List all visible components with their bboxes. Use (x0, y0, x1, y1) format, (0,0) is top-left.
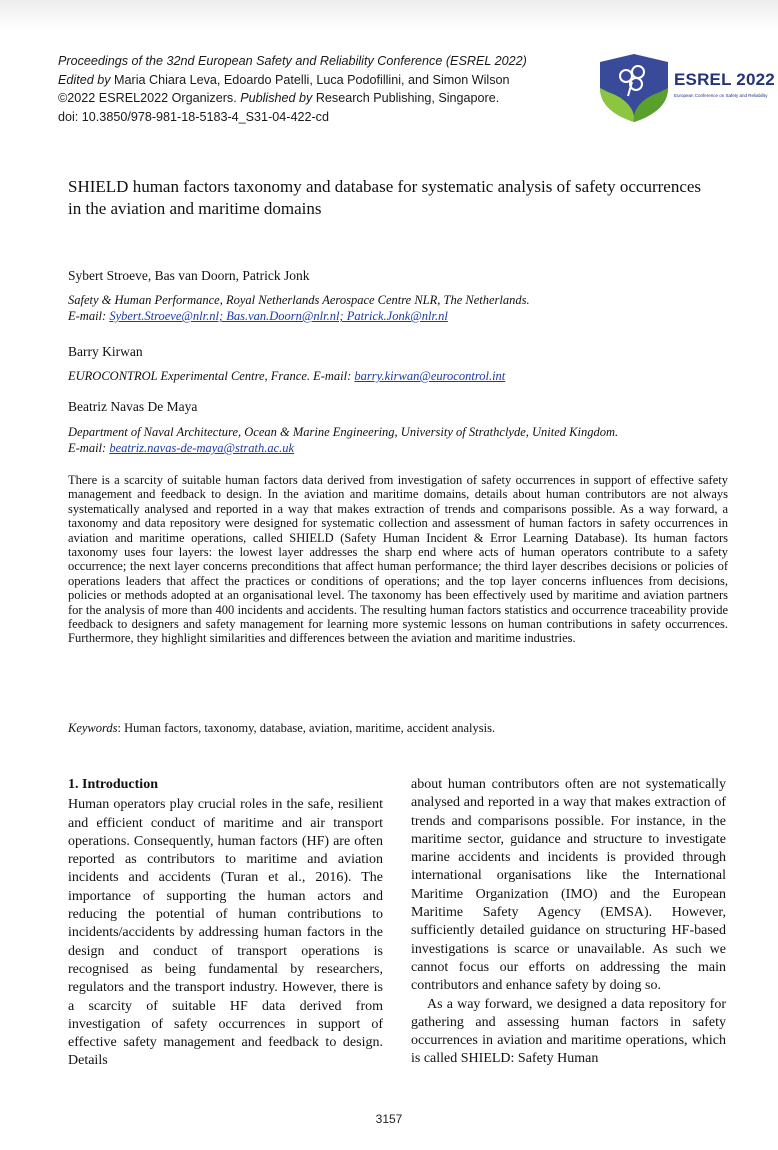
intro-paragraph-right-2: As a way forward, we designed a data repository for gathering and assessing human factors in safety occurrences in aviation and maritime operations, which is called SHIELD: Safety Human (411, 996, 726, 1067)
intro-paragraph-right-1: about human contributors often are not systematically analysed and reported in a way that makes extraction of trends and comparisons possible. For instance, in the maritime sector, guidance and structure to investigate marine accidents and incidents is provided through international organisations like the International Maritime Organization (IMO) and the European Maritime Safety Agency (EMSA). However, sufficiently detailed guidance on structuring HF-based investigations is scarce or unavailable. As such we cannot focus our efforts on addressing the main contributors and enhance safety by doing so. (411, 777, 726, 994)
copyright-line: ©2022 ESREL2022 Organizers. Published by Research Publishing, Singapore. (58, 91, 500, 105)
affiliation-2: EUROCONTROL Experimental Centre, France. E-mail: barry.kirwan@eurocontrol.int (68, 369, 506, 383)
proceedings-title: Proceedings of the 32nd European Safety and Reliability Conference (ESREL 2022) (58, 54, 527, 68)
paper-title: SHIELD human factors taxonomy and database for systematic analysis of safety occurrences in the aviation and maritime domains (68, 177, 702, 218)
logo-subtitle: European Conference on Safety and Reliability (674, 93, 768, 98)
intro-paragraph-left: Human operators play crucial roles in the safe, resilient and efficient conduct of maritime and air transport operations. Consequently, human factors (HF) are often reported as contributors to maritime and aviation incidents and accidents (Turan et al., 2016). The importance of supporting the human actors and reducing the potential of human contributions to incidents/accidents by addressing human factors in the design and conduct of transport operations is recognised as being fundamental by researchers, regulators and the transport industry. However, there is a scarcity of suitable HF data derived from investigation of safety occurrences in support of effective safety management and feedback to design. Details (68, 797, 383, 1069)
email-link-2[interactable]: barry.kirwan@eurocontrol.int (354, 369, 506, 383)
left-column (68, 776, 383, 1071)
top-shade (0, 0, 778, 30)
email-link-3[interactable]: beatriz.navas-de-maya@strath.ac.uk (109, 441, 295, 455)
author-group-3: Beatriz Navas De Maya (68, 399, 198, 414)
esrel-logo (596, 52, 778, 124)
email-link-1[interactable]: Sybert.Stroeve@nlr.nl; Bas.van.Doorn@nlr.nl; Patrick.Jonk@nlr.nl (109, 309, 448, 323)
doi-line: doi: 10.3850/978-981-18-5183-4_S31-04-422-cd (58, 109, 329, 124)
shield-logo-icon (596, 52, 672, 124)
author-group-1: Sybert Stroeve, Bas van Doorn, Patrick Jonk (68, 268, 310, 283)
abstract: There is a scarcity of suitable human factors data derived from investigation of safety occurrences in support of effective safety management and feedback to design. In the aviation and maritime domains, details about human contributors are not always systematically analysed and reported in a way that makes extraction of trends and comparisons possible. As a way forward, a taxonomy and data repository were designed for systematic collection and assessment of human factors in safety occurrences in aviation and maritime operations, called SHIELD (Safety Human Incident & Error Learning Database). Its human factors taxonomy uses four layers: the lowest layer addresses the sharp end where acts of human operators contribute to a safety occurrence; the next layer concerns preconditions that affect human performance; the third layer describes decisions or policies of operations leaders that affect the practices or conditions of operations; and the top layer concerns influences from decisions, policies or methods adopted at an organisational level. The taxonomy has been effectively used by maritime and aviation partners for the analysis of more than 400 incidents and accidents. The resulting human factors statistics and occurrence traceability provide feedback to designers and safety management for learning more systemic lessons on human contributions in safety occurrences. Furthermore, they highlight similarities and differences between the aviation and maritime industries. (68, 473, 728, 646)
page-number: 3157 (375, 1112, 403, 1126)
editors-line: Edited by Maria Chiara Leva, Edoardo Patelli, Luca Podofillini, and Simon Wilson (58, 72, 510, 87)
right-column (411, 776, 726, 1069)
section-heading: 1. Introduction (68, 777, 158, 792)
affiliation-1: Safety & Human Performance, Royal Netherlands Aerospace Centre NLR, The Netherlands. E-mail: Sybert.Stroeve@nlr.nl; Bas.van.Doorn@nlr.nl; Patrick.Jonk@nlr.nl (68, 293, 530, 323)
author-group-2: Barry Kirwan (68, 344, 143, 359)
logo-name: ESREL 2022 (674, 70, 775, 89)
proceedings-header (58, 52, 578, 126)
keywords: Keywords: Human factors, taxonomy, database, aviation, maritime, accident analysis. (68, 721, 496, 735)
affiliation-3: Department of Naval Architecture, Ocean & Marine Engineering, University of Strathclyde, United Kingdom. E-mail: beatriz.navas-de-maya@strath.ac.uk (68, 425, 619, 455)
